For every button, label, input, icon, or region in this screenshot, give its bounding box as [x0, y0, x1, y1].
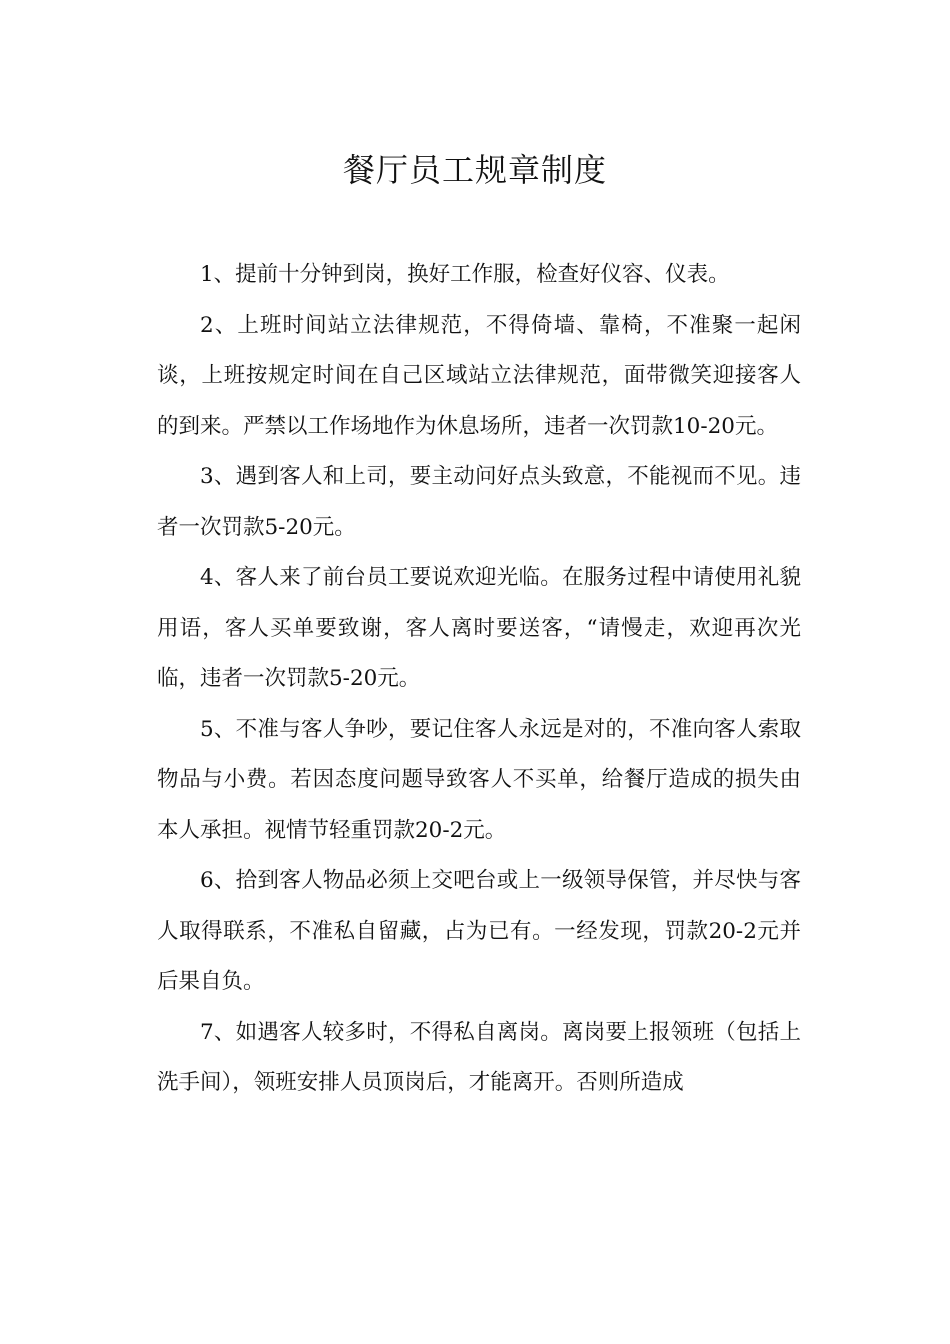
rule-paragraph-1: 1、提前十分钟到岗，换好工作服，检查好仪容、仪表。	[200, 262, 730, 287]
rule-paragraph-7: 7、如遇客人较多时，不得私自离岗。离岗要上报领班（包括上洗手间），领班安排人员顶岗后，才能离开。否则所造成	[157, 1019, 801, 1095]
rule-paragraph-4: 4、客人来了前台员工要说欢迎光临。在服务过程中请使用礼貌用语，客人买单要致谢，客人离时要送客，“请慢走，欢迎再次光临，违者一次罚款5-20元。	[157, 565, 801, 691]
document-title: 餐厅员工规章制度	[342, 151, 607, 189]
document-body	[157, 250, 801, 1109]
rule-paragraph-5: 5、不准与客人争吵，要记住客人永远是对的，不准向客人索取物品与小费。若因态度问题导致客人不买单，给餐厅造成的损失由本人承担。视情节轻重罚款20-2元。	[157, 716, 801, 843]
rule-paragraph-6: 6、拾到客人物品必须上交吧台或上一级领导保管，并尽快与客人取得联系，不准私自留藏，占为已有。一经发现，罚款20-2元并后果自负。	[157, 868, 801, 994]
rule-paragraph-2: 2、上班时间站立法律规范，不得倚墙、靠椅，不准聚一起闲谈，上班按规定时间在自己区域站立法律规范，面带微笑迎接客人的到来。严禁以工作场地作为休息场所，违者一次罚款10-20元。	[157, 312, 801, 439]
rule-paragraph-3: 3、遇到客人和上司，要主动问好点头致意，不能视而不见。违者一次罚款5-20元。	[157, 464, 801, 540]
